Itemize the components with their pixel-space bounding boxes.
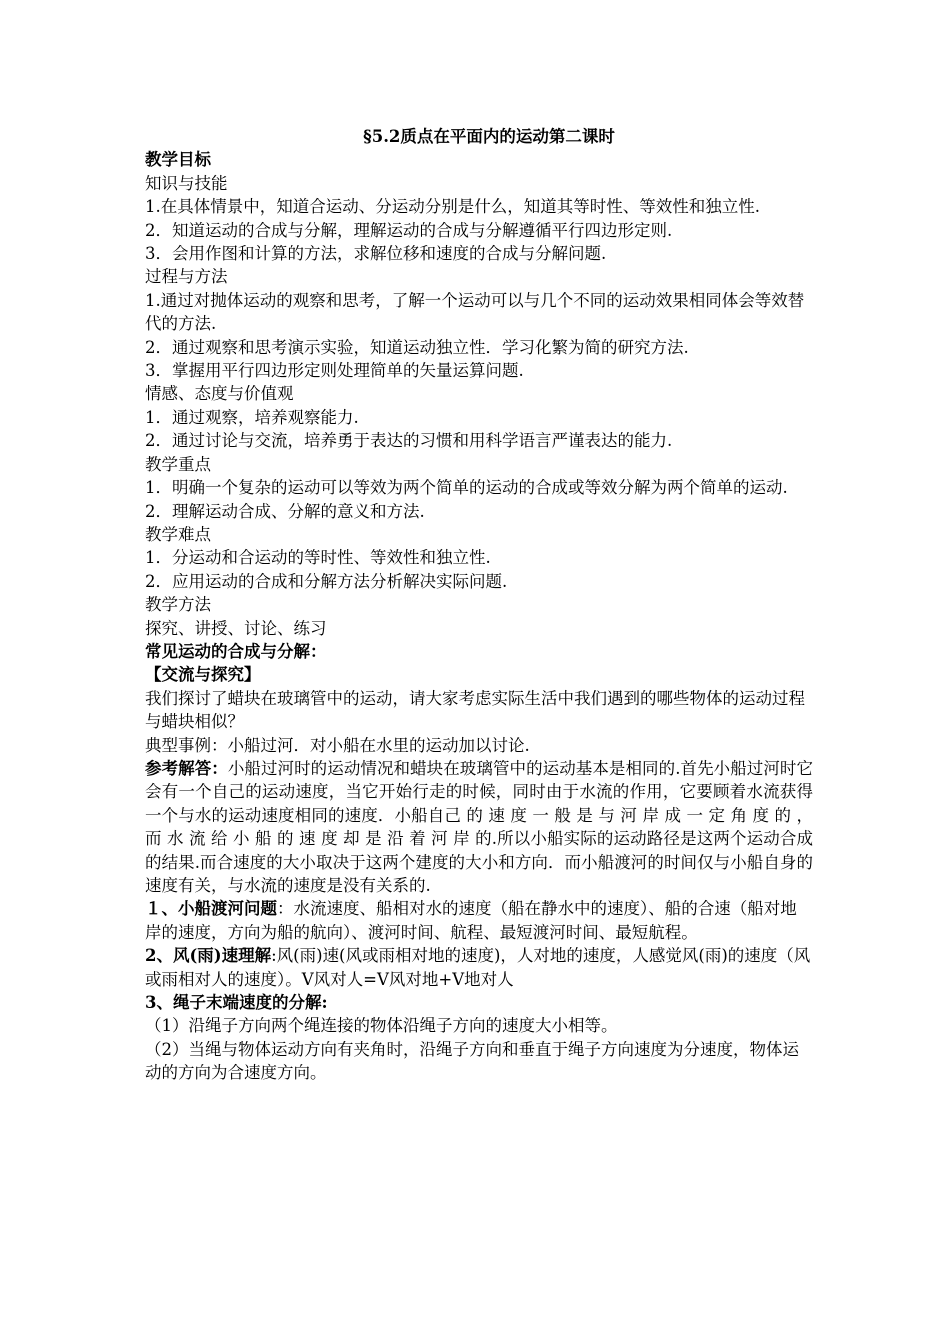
methods-text: 探究、讲授、讨论、练习 (145, 618, 327, 638)
document-page (145, 125, 813, 1085)
rope-heading: 3、绳子末端速度的分解: (145, 993, 328, 1013)
answer-text: 小船过河时的运动情况和蜡块在玻璃管中的运动基本是相同的.首先小船过河时它会有一个自己的运动速度，当它开始行走的时候，同时由于水流的作用，它要顾着水流获得一个与水的运动速度相同的速度．小船自己 的 速 度 一 般 是 与 河 岸 成 一 定 角 度 的 ， 而 水 流 给 小 船 的 速 度 却 是 沿 着 河 岸 的.所以小船实际的运动路径是这两个运动合成的结果.而合速度的大小取决于这两个建度的大小和方向．而小船渡河的时间仅与小船自身的速度有关，与水流的速度是没有关系的. (145, 758, 813, 895)
difficulty-item-2: 2．应用运动的合成和分解方法分析解决实际问题. (145, 571, 508, 591)
common-heading: 常见运动的合成与分解： (145, 641, 327, 661)
process-item-3: 3．掌握用平行四边形定则处理简单的矢量运算问题. (145, 361, 524, 381)
objectives-heading: 教学目标 (145, 150, 211, 170)
answer-label: 参考解答： (145, 758, 228, 778)
exchange-heading: 【交流与探究】 (145, 665, 261, 685)
emotion-item-1: 1．通过观察，培养观察能力. (145, 407, 359, 427)
knowledge-heading: 知识与技能 (145, 173, 228, 193)
rope-item-1: （1）沿绳子方向两个绳连接的物体沿绳子方向的速度大小相等。 (145, 1016, 618, 1036)
process-item-1: 1.通过对抛体运动的观察和思考，了解一个运动可以与几个不同的运动效果相同体会等效替代的方法. (145, 290, 805, 334)
boat-paragraph (145, 897, 813, 944)
exchange-question: 我们探讨了蜡块在玻璃管中的运动，请大家考虑实际生活中我们遇到的哪些物体的运动过程与蜡块相似？ (145, 688, 805, 732)
emotion-item-2: 2．通过讨论与交流，培养勇于表达的习惯和用科学语言严谨表达的能力. (145, 431, 673, 451)
page-title: §5.2质点在平面内的运动第二课时 (363, 127, 615, 146)
wind-label: 2、风(雨)速理解 (145, 946, 272, 966)
answer-paragraph (145, 757, 813, 897)
knowledge-item-1: 1.在具体情景中，知道合运动、分运动分别是什么，知道其等时性、等效性和独立性. (145, 197, 760, 217)
key-points-heading: 教学重点 (145, 454, 211, 474)
key-point-item-1: 1．明确一个复杂的运动可以等效为两个简单的运动的合成或等效分解为两个简单的运动. (145, 478, 788, 498)
knowledge-item-3: 3．会用作图和计算的方法，求解位移和速度的合成与分解问题. (145, 244, 607, 264)
boat-text: ：水流速度、船相对水的速度（船在静水中的速度）、船的合速（船对地岸的速度，方向为船的航向）、渡河时间、航程、最短渡河时间、最短航程。 (145, 899, 797, 942)
wind-text: :风(雨)速(风或雨相对地的速度)，人对地的速度，人感觉风(雨)的速度（风或雨相对人的速度）。V风对人=V风对地+V地对人 (145, 946, 811, 989)
difficulties-heading: 教学难点 (145, 524, 211, 544)
difficulty-item-1: 1．分运动和合运动的等时性、等效性和独立性. (145, 548, 491, 568)
methods-heading: 教学方法 (145, 595, 211, 615)
wind-paragraph (145, 944, 813, 991)
emotion-heading: 情感、态度与价值观 (145, 384, 294, 404)
knowledge-item-2: 2．知道运动的合成与分解，理解运动的合成与分解遵循平行四边形定则. (145, 220, 673, 240)
boat-label: １、小船渡河问题 (145, 899, 277, 919)
rope-item-2: （2）当绳与物体运动方向有夹角时，沿绳子方向和垂直于绳子方向速度为分速度，物体运动的方向为合速度方向。 (145, 1039, 799, 1083)
example-text: 典型事例：小船过河．对小船在水里的运动加以讨论. (145, 735, 530, 755)
process-heading: 过程与方法 (145, 267, 228, 287)
key-point-item-2: 2．理解运动合成、分解的意义和方法. (145, 501, 425, 521)
process-item-2: 2．通过观察和思考演示实验，知道运动独立性．学习化繁为简的研究方法. (145, 337, 689, 357)
